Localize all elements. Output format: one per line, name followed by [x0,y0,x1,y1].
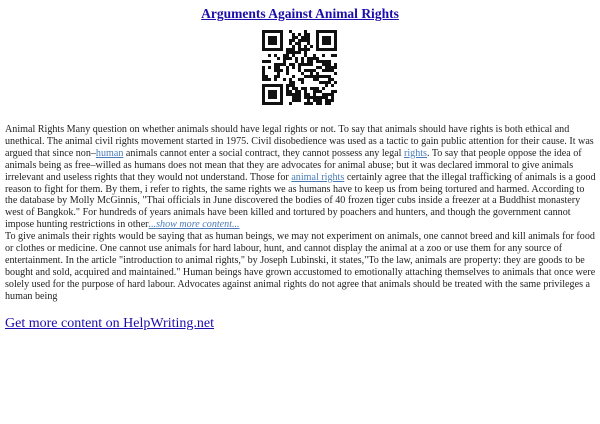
qr-module [307,99,310,102]
qr-module [307,60,310,63]
qr-module [331,90,334,93]
qr-module [283,63,286,66]
qr-module [310,75,313,78]
qr-module [328,78,331,81]
qr-module [262,72,265,75]
link-rights[interactable]: rights [403,147,427,159]
qr-module [319,81,322,84]
qr-module [286,57,289,60]
qr-module [316,99,319,102]
qr-module [277,75,280,78]
qr-module [289,48,292,51]
qr-module [295,87,298,90]
qr-module [334,90,337,93]
qr-module [301,78,304,81]
qr-module [328,63,331,66]
qr-module [328,99,331,102]
qr-module [313,96,316,99]
qr-module [316,87,319,90]
qr-module [295,93,298,96]
qr-module [289,57,292,60]
qr-module [307,93,310,96]
qr-module [277,66,280,69]
qr-module [292,54,295,57]
qr-module [325,84,328,87]
qr-module [301,63,304,66]
qr-module [316,78,319,81]
qr-module [262,78,265,81]
qr-module [331,78,334,81]
qr-module [286,48,289,51]
qr-module [301,81,304,84]
qr-module [286,66,289,69]
qr-module [289,39,292,42]
qr-module [307,75,310,78]
qr-module [295,57,298,60]
page-title [0,6,600,22]
qr-module [268,54,271,57]
qr-module [316,60,319,63]
qr-module [265,78,268,81]
qr-module [304,75,307,78]
qr-module [304,33,307,36]
qr-module [328,66,331,69]
qr-module [316,90,319,93]
qr-module [277,57,280,60]
qr-module [304,93,307,96]
qr-module [325,81,328,84]
qr-module [319,75,322,78]
qr-module [292,87,295,90]
qr-module [310,72,313,75]
qr-module [313,99,316,102]
qr-module [325,93,328,96]
qr-module [286,90,289,93]
qr-module [298,78,301,81]
qr-module [322,75,325,78]
qr-module [319,66,322,69]
qr-module [289,51,292,54]
qr-module [322,60,325,63]
qr-module [274,54,277,57]
qr-module [331,54,334,57]
text: . To say that people oppose the idea of animals being as free–willed as humans does not mean that they are advocates for animal abuse; but it was declared immoral to give animals irrelevant and useless rights that they would not understand. Those for [5,147,582,183]
qr-module [307,48,310,51]
qr-module [325,99,328,102]
qr-module [331,93,334,96]
title-link[interactable]: Arguments Against Animal Rights [201,6,399,21]
qr-module [289,93,292,96]
qr-module [325,96,328,99]
qr-module [298,96,301,99]
content [5,124,597,332]
qr-module [298,39,301,42]
qr-module [295,51,298,54]
qr-module [310,45,313,48]
qr-module [304,63,307,66]
qr-module [298,93,301,96]
qr-module [319,90,322,93]
qr-module [268,36,277,45]
qr-module [322,96,325,99]
qr-module [334,54,337,57]
qr-module [322,69,325,72]
qr-module [310,69,313,72]
qr-module [313,75,316,78]
qr-module [301,57,304,60]
qr-module [286,69,289,72]
qr-module [328,93,331,96]
qr-module [292,33,295,36]
qr-module [319,96,322,99]
qr-module [322,87,325,90]
qr-module [328,75,331,78]
qr-module [310,96,313,99]
qr-module [334,72,337,75]
qr-module [280,63,283,66]
qr-module [301,36,304,39]
qr-module [268,78,271,81]
qr-module [325,69,328,72]
qr-module [301,87,304,90]
show-more-link[interactable]: ...show more content... [148,219,240,231]
qr-module [304,48,307,51]
qr-module [304,54,307,57]
qr-module [304,36,307,39]
qr-module [289,81,292,84]
qr-module [298,63,301,66]
qr-module [322,63,325,66]
qr-module [331,96,334,99]
qr-module [325,75,328,78]
qr-module [289,90,292,93]
qr-module [304,87,307,90]
qr-module [280,69,283,72]
qr-module [274,78,277,81]
qr-module [316,75,319,78]
qr-module [286,93,289,96]
qr-module [286,51,289,54]
qr-module [283,54,286,57]
link-animal-rights[interactable]: animal rights [291,171,345,183]
qr-module [331,66,334,69]
qr-module [301,39,304,42]
qr-module [304,45,307,48]
text: certainly agree that the illegal trafficking of animals is a good reason to fight for them. By them, i refer to rights, the same rights we as humans have to keep us from being tortured and harmed. According to the database by Molly McGinnis, "Thai officials in June discovered the bodies of 40 frozen tiger cubs inside a freezer at a Buddhist monastery west of Bangkok." For hundreds of years animals have been killed and tortured by poachers and hunters, and though the government cannot impose hunting restrictions in other [5,171,596,231]
qr-module [265,60,268,63]
qr-module [307,39,310,42]
qr-module [319,102,322,105]
qr-module [286,87,289,90]
qr-module [295,60,298,63]
qr-module [283,57,286,60]
qr-module [316,102,319,105]
qr-module [313,54,316,57]
qr-module [316,66,319,69]
qr-module [262,66,265,69]
qr-module [292,93,295,96]
qr-module [313,93,316,96]
qr-module [286,54,289,57]
qr-module [325,102,328,105]
qr-module [286,84,289,87]
qr-module [277,63,280,66]
qr-module [268,60,271,63]
qr-module [289,63,292,66]
qr-module [313,57,316,60]
qr-module [325,63,328,66]
qr-module [310,87,313,90]
qr-module [307,63,310,66]
qr-module [268,90,277,99]
qr-module [283,78,286,81]
qr-module [304,30,307,33]
qr-module [295,90,298,93]
qr-module [274,66,277,69]
qr-module [313,90,316,93]
qr-module [298,69,301,72]
qr-module [292,75,295,78]
qr-module [313,87,316,90]
qr-module [298,33,301,36]
qr-module [292,45,295,48]
qr-module [307,69,310,72]
qr-module [298,90,301,93]
qr-module [301,48,304,51]
qr-module [286,72,289,75]
qr-module [304,102,307,105]
qr-module [292,63,295,66]
qr-module [283,60,286,63]
cta [5,315,597,332]
qr-module [295,42,298,45]
qr-module [262,75,265,78]
paragraph-1 [5,124,597,231]
qr-module [304,90,307,93]
qr-module [292,51,295,54]
qr-module [298,51,301,54]
qr-module [334,66,337,69]
qr-module [307,102,310,105]
essay-body [5,124,597,303]
qr-module [310,63,313,66]
qr-module [322,36,331,45]
link-human[interactable]: human [95,147,124,159]
qr-module [307,57,310,60]
qr-module [277,72,280,75]
qr-module [307,42,310,45]
qr-module [292,81,295,84]
qr-module [316,96,319,99]
qr-module [322,93,325,96]
qr-module [313,78,316,81]
qr-module [292,96,295,99]
qr-module [331,99,334,102]
qr-module [292,36,295,39]
qr-module [310,60,313,63]
qr-module [304,39,307,42]
qr-module [295,96,298,99]
qr-module [298,66,301,69]
qr-module [325,66,328,69]
qr-module [328,69,331,72]
qr-module [289,42,292,45]
qr-module [334,63,337,66]
qr-module [289,78,292,81]
qr-module [301,72,304,75]
qr-module [319,99,322,102]
qr-module [319,60,322,63]
qr-module [304,51,307,54]
qr-module [292,84,295,87]
qr-module [295,99,298,102]
qr-module [328,81,331,84]
qr-module [265,75,268,78]
qr-module [310,57,313,60]
qr-module [298,42,301,45]
qr-module [274,69,277,72]
qr-module [316,57,319,60]
qr-code [262,30,337,105]
qr-module [316,72,319,75]
qr-module [295,36,298,39]
qr-module [331,84,334,87]
qr-module [310,102,313,105]
qr-module [307,36,310,39]
qr-module [304,69,307,72]
qr-module [292,66,295,69]
qr-module [262,60,265,63]
qr-module [289,102,292,105]
qr-module [292,39,295,42]
qr-module [298,45,301,48]
qr-module [307,96,310,99]
qr-module [289,30,292,33]
text: animals cannot enter a social contract, they cannot possess any legal [123,147,404,159]
qr-module [301,60,304,63]
qr-module [313,69,316,72]
qr-module [304,96,307,99]
qr-module [289,84,292,87]
qr-module [328,102,331,105]
qr-module [298,48,301,51]
qr-module [307,33,310,36]
text: Animal Rights Many question on whether animals should have legal rights or not. To say that animals should have rights is both ethical and unethical. The animal civil rights movement started in 1975. Civil disobedience was used as a tactic to gain public attention for their cause. It was argued that since non– [5,124,594,159]
paragraph-2: To give animals their rights would be saying that as human beings, we may not experiment on animals, one cannot breed and kill animals for food or clothes or medicine. One cannot use animals for hard labour, hunt, and cannot display the animal at a zoo or use them for any source of entertainment. In the article "introduction to animal rights," by Joseph Lubinski, it states,"To the law, animals are property: they are goods to be bought and sold, acquired and maintained." Human beings have grown accustomed to emotionally attaching themselves to animals that once were solely used for the purpose of hard labour. Advocates against animal rights do not agree that animals should be treated with the same privileges a human being [5,231,596,302]
qr-module [298,99,301,102]
qr-module [325,60,328,63]
qr-module [331,69,334,72]
qr-module [268,66,271,69]
qr-module [322,54,325,57]
get-more-content-link[interactable]: Get more content on HelpWriting.net [5,315,214,331]
qr-module [292,99,295,102]
qr-module [262,69,265,72]
qr-module [334,81,337,84]
qr-module [328,60,331,63]
qr-module [292,48,295,51]
qr-module [322,81,325,84]
qr-module [274,75,277,78]
qr-module [277,69,280,72]
qr-module [274,63,277,66]
